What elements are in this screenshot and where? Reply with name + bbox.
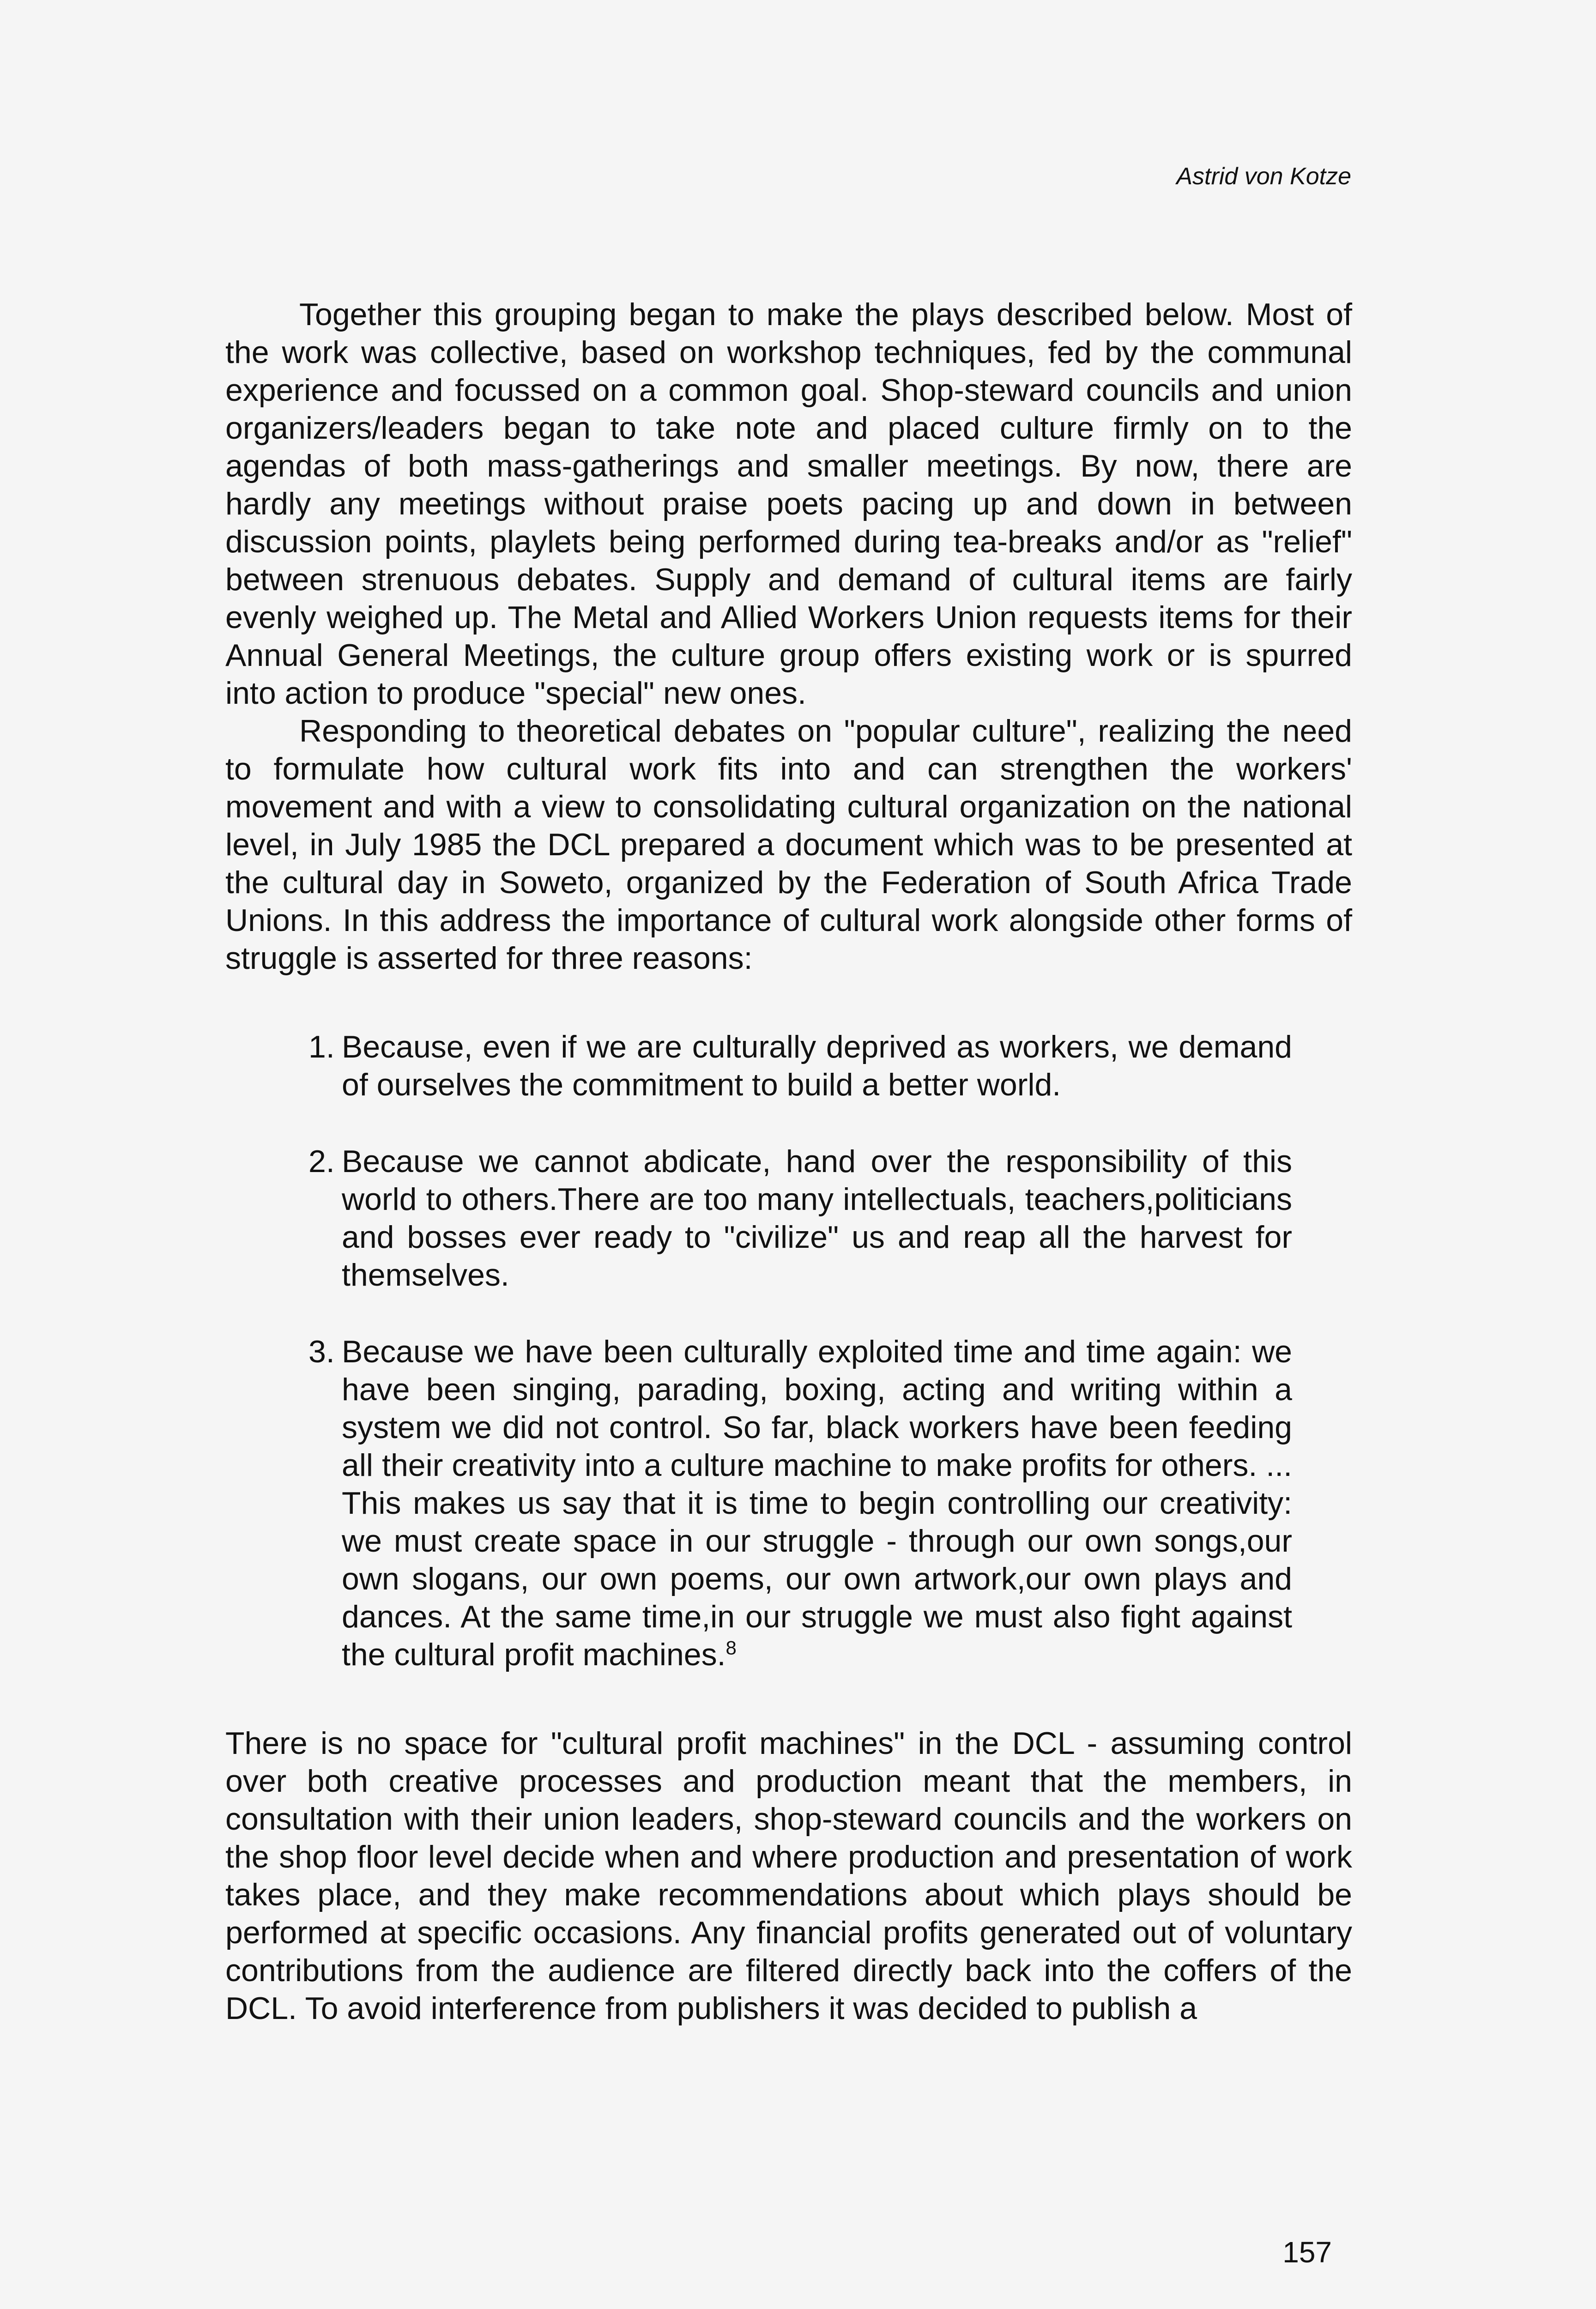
paragraph-popular-culture: Responding to theoretical debates on "popular culture", realizing the need to formulate how cultural work fits into and can strengthen the workers' movement and with a view to consolidating cultural organization on the national level, in July 1985 the DCL prepared a document which was to be presented at the cultural day in Soweto, organized by the Federation of South Africa Trade Unions. In this address the importance of cultural work alongside other forms of struggle is asserted for three reasons:: [225, 713, 1352, 976]
reason-text-wrapper: [342, 1333, 1292, 1674]
reason-number: 2.: [308, 1144, 335, 1179]
reason-text: Because we cannot abdicate, hand over the responsibility of this world to others.There are too many intellectuals, teachers,politicians and bosses ever ready to "civilize" us and reap all the harvest for themselves.: [342, 1144, 1292, 1293]
reason-item-2: [225, 1142, 1352, 1294]
reason-text: Because, even if we are culturally deprived as workers, we demand of ourselves the commitment to build a better world.: [342, 1029, 1292, 1102]
reason-number: 3.: [308, 1334, 335, 1369]
body-text: [225, 296, 1352, 2027]
reason-text: Because we have been culturally exploited time and time again: we have been singing, parading, boxing, acting and writing within a system we did not control. So far, black workers have been feeding all their creativity into a culture machine to make profits for others. ... This makes us say that it is time to begin controlling our creativity: we must create space in our struggle - through our own songs,our own slogans, our own poems, our own artwork,our own plays and dances. At the same time,in our struggle we must also fight against the cultural profit machines.: [342, 1334, 1292, 1672]
page-number: 157: [1282, 2236, 1332, 2269]
reason-item-1: [225, 1028, 1352, 1104]
footnote-marker: 8: [725, 1637, 737, 1659]
reasons-list: [225, 1028, 1352, 1674]
reason-item-3: [225, 1333, 1352, 1674]
reason-number: 1.: [308, 1029, 335, 1064]
running-head-author: Astrid von Kotze: [1176, 163, 1351, 190]
paragraph-profit-machines: There is no space for "cultural profit machines" in the DCL - assuming control over both creative processes and production meant that the members, in consultation with their union leaders, shop-steward councils and the workers on the shop floor level decide when and where production and presentation of work takes place, and they make recommendations about which plays should be performed at specific occasions. Any financial profits generated out of voluntary contributions from the audience are filtered directly back into the coffers of the DCL. To avoid interference from publishers it was decided to publish a: [225, 1726, 1352, 2026]
paragraph-grouping-plays: Together this grouping began to make the plays described below. Most of the work was collective, based on workshop techniques, fed by the communal experience and focussed on a common goal. Shop-steward councils and union organizers/leaders began to take note and placed culture firmly on to the agendas of both mass-gatherings and smaller meetings. By now, there are hardly any meetings without praise poets pacing up and down in between discussion points, playlets being performed during tea-breaks and/or as "relief" between strenuous debates. Supply and demand of cultural items are fairly evenly weighed up. The Metal and Allied Workers Union requests items for their Annual General Meetings, the culture group offers existing work or is spurred into action to produce "special" new ones.: [225, 297, 1352, 711]
